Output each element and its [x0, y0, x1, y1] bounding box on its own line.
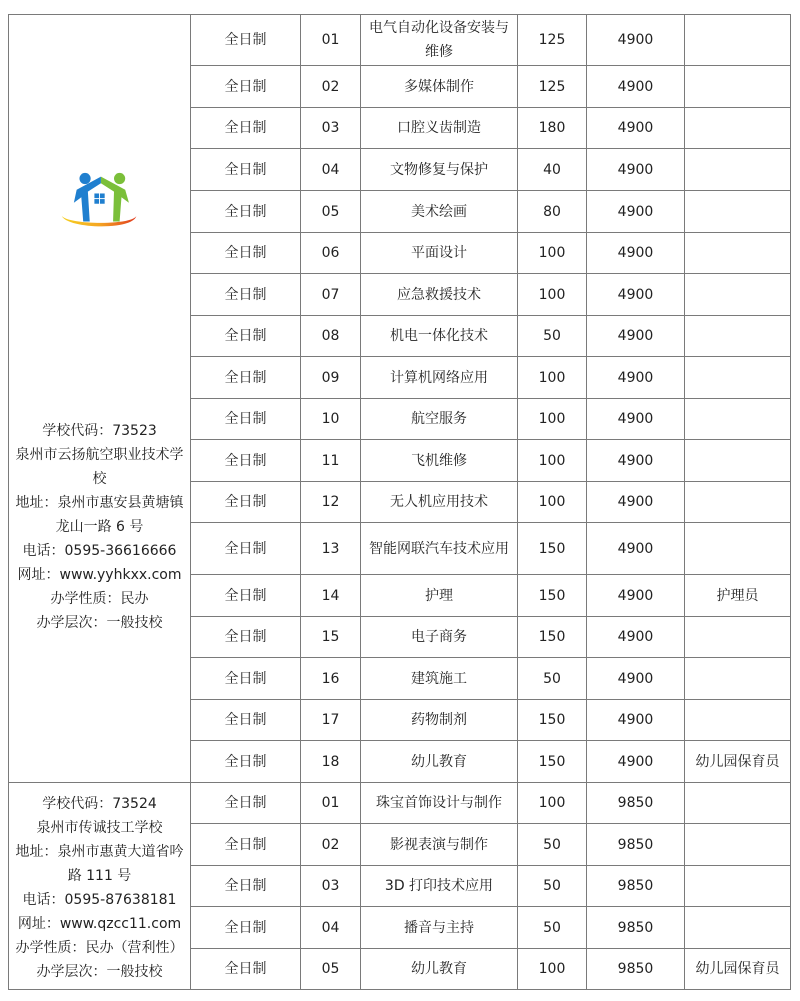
tuition-fee-cell: 9850 — [587, 824, 685, 866]
major-name-cell: 无人机应用技术 — [361, 482, 518, 523]
major-name-cell: 药物制剂 — [361, 700, 518, 741]
tuition-fee-cell: 4900 — [587, 191, 685, 233]
school-logo — [11, 163, 188, 419]
tuition-fee-cell: 4900 — [587, 523, 685, 575]
school-info-block — [11, 788, 188, 984]
study-mode-cell: 全日制 — [191, 575, 301, 617]
school-address: 地址：泉州市惠黄大道省吟路 111 号 — [15, 844, 184, 884]
major-number-cell: 15 — [301, 617, 361, 658]
enrollment-plan-cell: 150 — [518, 741, 587, 783]
major-name-cell: 航空服务 — [361, 399, 518, 440]
certificate-cell — [685, 866, 791, 907]
major-name-cell: 智能网联汽车技术应用 — [361, 523, 518, 575]
school-info-cell — [9, 783, 191, 990]
enrollment-plan-cell: 80 — [518, 191, 587, 233]
school-info-block — [11, 419, 188, 635]
enrollment-plan-cell: 50 — [518, 658, 587, 700]
study-mode-cell: 全日制 — [191, 149, 301, 191]
enrollment-plan-cell: 150 — [518, 617, 587, 658]
school-name: 泉州市传诚技工学校 — [36, 820, 163, 836]
major-number-cell: 04 — [301, 907, 361, 949]
certificate-cell — [685, 617, 791, 658]
study-mode-cell: 全日制 — [191, 66, 301, 108]
study-mode-cell: 全日制 — [191, 357, 301, 399]
tuition-fee-cell: 4900 — [587, 440, 685, 482]
study-mode-cell: 全日制 — [191, 399, 301, 440]
tuition-fee-cell: 4900 — [587, 66, 685, 108]
school-nature: 办学性质：民办（营利性） — [15, 940, 184, 956]
enrollment-plan-cell: 50 — [518, 907, 587, 949]
house-with-people-logo-icon — [58, 165, 142, 235]
major-number-cell: 12 — [301, 482, 361, 523]
certificate-cell — [685, 658, 791, 700]
study-mode-cell: 全日制 — [191, 523, 301, 575]
study-mode-cell: 全日制 — [191, 617, 301, 658]
major-number-cell: 11 — [301, 440, 361, 482]
certificate-cell — [685, 357, 791, 399]
tuition-fee-cell: 4900 — [587, 399, 685, 440]
tuition-fee-cell: 9850 — [587, 783, 685, 824]
major-number-cell: 05 — [301, 949, 361, 990]
major-number-cell: 02 — [301, 66, 361, 108]
school-code: 学校代码：73523 — [42, 422, 157, 439]
tuition-fee-cell: 9850 — [587, 866, 685, 907]
major-name-cell: 口腔义齿制造 — [361, 108, 518, 149]
enrollment-table — [8, 14, 791, 990]
enrollment-plan-cell: 50 — [518, 824, 587, 866]
enrollment-plan-cell: 50 — [518, 866, 587, 907]
certificate-cell — [685, 907, 791, 949]
study-mode-cell: 全日制 — [191, 108, 301, 149]
tuition-fee-cell: 4900 — [587, 700, 685, 741]
major-number-cell: 13 — [301, 523, 361, 575]
tuition-fee-cell: 4900 — [587, 108, 685, 149]
major-number-cell: 09 — [301, 357, 361, 399]
major-number-cell: 01 — [301, 15, 361, 66]
certificate-cell — [685, 191, 791, 233]
certificate-cell — [685, 274, 791, 316]
major-name-cell: 飞机维修 — [361, 440, 518, 482]
study-mode-cell: 全日制 — [191, 700, 301, 741]
major-name-cell: 应急救援技术 — [361, 274, 518, 316]
study-mode-cell: 全日制 — [191, 316, 301, 357]
major-name-cell: 幼儿教育 — [361, 949, 518, 990]
enrollment-plan-cell: 100 — [518, 440, 587, 482]
certificate-cell: 幼儿园保育员 — [685, 949, 791, 990]
enrollment-plan-cell: 100 — [518, 233, 587, 274]
tuition-fee-cell: 4900 — [587, 658, 685, 700]
major-name-cell: 文物修复与保护 — [361, 149, 518, 191]
enrollment-plan-cell: 100 — [518, 357, 587, 399]
school-website[interactable]: 网址：www.yyhkxx.com — [17, 566, 182, 583]
major-name-cell: 机电一体化技术 — [361, 316, 518, 357]
major-name-cell: 电子商务 — [361, 617, 518, 658]
study-mode-cell: 全日制 — [191, 274, 301, 316]
certificate-cell: 护理员 — [685, 575, 791, 617]
study-mode-cell: 全日制 — [191, 440, 301, 482]
major-number-cell: 08 — [301, 316, 361, 357]
certificate-cell — [685, 233, 791, 274]
enrollment-plan-cell: 40 — [518, 149, 587, 191]
school-website[interactable]: 网址：www.qzcc11.com — [17, 916, 182, 932]
tuition-fee-cell: 9850 — [587, 949, 685, 990]
major-number-cell: 18 — [301, 741, 361, 783]
study-mode-cell: 全日制 — [191, 233, 301, 274]
enrollment-plan-cell: 125 — [518, 15, 587, 66]
tuition-fee-cell: 4900 — [587, 274, 685, 316]
major-name-cell: 平面设计 — [361, 233, 518, 274]
school-phone: 电话：0595-36616666 — [22, 542, 177, 559]
major-name-cell: 影视表演与制作 — [361, 824, 518, 866]
school-level: 办学层次：一般技校 — [36, 614, 163, 631]
tuition-fee-cell: 4900 — [587, 233, 685, 274]
major-name-cell: 护理 — [361, 575, 518, 617]
school-name: 泉州市云扬航空职业技术学校 — [15, 446, 184, 487]
certificate-cell — [685, 66, 791, 108]
school-code: 学校代码：73524 — [42, 796, 157, 812]
enrollment-plan-cell: 100 — [518, 274, 587, 316]
major-number-cell: 03 — [301, 866, 361, 907]
certificate-cell — [685, 700, 791, 741]
major-number-cell: 14 — [301, 575, 361, 617]
study-mode-cell: 全日制 — [191, 907, 301, 949]
major-name-cell: 计算机网络应用 — [361, 357, 518, 399]
tuition-fee-cell: 4900 — [587, 741, 685, 783]
tuition-fee-cell: 9850 — [587, 907, 685, 949]
major-number-cell: 07 — [301, 274, 361, 316]
certificate-cell — [685, 399, 791, 440]
school-info-cell — [9, 15, 191, 783]
study-mode-cell: 全日制 — [191, 191, 301, 233]
major-number-cell: 10 — [301, 399, 361, 440]
enrollment-plan-cell: 150 — [518, 700, 587, 741]
tuition-fee-cell: 4900 — [587, 357, 685, 399]
major-name-cell: 多媒体制作 — [361, 66, 518, 108]
certificate-cell — [685, 482, 791, 523]
major-number-cell: 04 — [301, 149, 361, 191]
certificate-cell — [685, 824, 791, 866]
enrollment-plan-cell: 180 — [518, 108, 587, 149]
enrollment-plan-cell: 50 — [518, 316, 587, 357]
study-mode-cell: 全日制 — [191, 15, 301, 66]
major-name-cell: 电气自动化设备安装与维修 — [361, 15, 518, 66]
study-mode-cell: 全日制 — [191, 783, 301, 824]
tuition-fee-cell: 4900 — [587, 482, 685, 523]
enrollment-plan-cell: 150 — [518, 575, 587, 617]
tuition-fee-cell: 4900 — [587, 617, 685, 658]
major-name-cell: 珠宝首饰设计与制作 — [361, 783, 518, 824]
study-mode-cell: 全日制 — [191, 949, 301, 990]
study-mode-cell: 全日制 — [191, 482, 301, 523]
enrollment-plan-cell: 150 — [518, 523, 587, 575]
major-number-cell: 03 — [301, 108, 361, 149]
tuition-fee-cell: 4900 — [587, 15, 685, 66]
certificate-cell — [685, 440, 791, 482]
certificate-cell — [685, 108, 791, 149]
school-nature: 办学性质：民办 — [50, 590, 149, 607]
certificate-cell — [685, 15, 791, 66]
certificate-cell — [685, 523, 791, 575]
major-name-cell: 3D 打印技术应用 — [361, 866, 518, 907]
enrollment-plan-cell: 100 — [518, 399, 587, 440]
tuition-fee-cell: 4900 — [587, 316, 685, 357]
school-address: 地址：泉州市惠安县黄塘镇龙山一路 6 号 — [15, 494, 184, 535]
table-row — [9, 783, 791, 824]
major-name-cell: 建筑施工 — [361, 658, 518, 700]
major-name-cell: 美术绘画 — [361, 191, 518, 233]
study-mode-cell: 全日制 — [191, 658, 301, 700]
enrollment-plan-cell: 100 — [518, 482, 587, 523]
enrollment-plan-cell: 125 — [518, 66, 587, 108]
major-number-cell: 05 — [301, 191, 361, 233]
school-level: 办学层次：一般技校 — [36, 964, 163, 980]
table-row — [9, 15, 791, 66]
major-number-cell: 06 — [301, 233, 361, 274]
certificate-cell — [685, 149, 791, 191]
study-mode-cell: 全日制 — [191, 824, 301, 866]
major-number-cell: 16 — [301, 658, 361, 700]
study-mode-cell: 全日制 — [191, 866, 301, 907]
enrollment-plan-cell: 100 — [518, 783, 587, 824]
tuition-fee-cell: 4900 — [587, 149, 685, 191]
school-phone: 电话：0595-87638181 — [22, 892, 177, 908]
major-number-cell: 01 — [301, 783, 361, 824]
certificate-cell — [685, 316, 791, 357]
certificate-cell: 幼儿园保育员 — [685, 741, 791, 783]
major-name-cell: 幼儿教育 — [361, 741, 518, 783]
tuition-fee-cell: 4900 — [587, 575, 685, 617]
enrollment-plan-cell: 100 — [518, 949, 587, 990]
major-number-cell: 02 — [301, 824, 361, 866]
major-name-cell: 播音与主持 — [361, 907, 518, 949]
certificate-cell — [685, 783, 791, 824]
study-mode-cell: 全日制 — [191, 741, 301, 783]
major-number-cell: 17 — [301, 700, 361, 741]
